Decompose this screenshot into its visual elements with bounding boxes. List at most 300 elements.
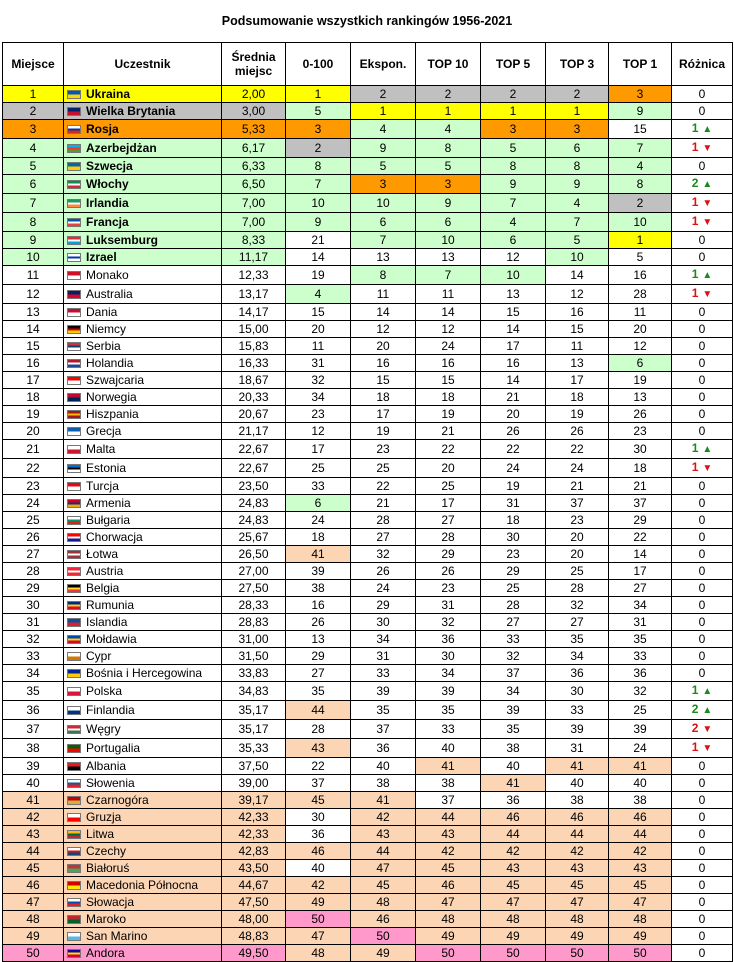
average-cell: 39,17 xyxy=(222,792,286,809)
country-flag-icon xyxy=(67,499,81,508)
score-0-100-cell: 22 xyxy=(286,758,351,775)
ekspon-cell: 47 xyxy=(351,860,416,877)
participant-cell xyxy=(64,194,222,213)
participant-cell xyxy=(64,372,222,389)
score-0-100-cell: 23 xyxy=(286,406,351,423)
country-flag-icon xyxy=(67,218,81,227)
country-flag-icon xyxy=(67,516,81,525)
participant-cell xyxy=(64,321,222,338)
top3-cell: 17 xyxy=(546,372,609,389)
top1-cell: 32 xyxy=(609,682,672,701)
country-flag-icon xyxy=(67,342,81,351)
country-flag-icon xyxy=(67,847,81,856)
participant-cell xyxy=(64,894,222,911)
score-0-100-cell: 30 xyxy=(286,809,351,826)
top1-cell: 10 xyxy=(609,213,672,232)
top3-cell: 21 xyxy=(546,478,609,495)
top3-cell: 6 xyxy=(546,139,609,158)
average-cell: 39,00 xyxy=(222,775,286,792)
difference-value: 0 xyxy=(698,530,706,544)
participant-cell xyxy=(64,266,222,285)
top3-cell: 1 xyxy=(546,103,609,120)
country-flag-icon xyxy=(67,584,81,593)
place-cell: 11 xyxy=(3,266,64,285)
country-flag-icon xyxy=(67,813,81,822)
top10-cell: 47 xyxy=(416,894,481,911)
top3-cell: 14 xyxy=(546,266,609,285)
top10-cell: 27 xyxy=(416,512,481,529)
top10-cell: 20 xyxy=(416,459,481,478)
top5-cell: 19 xyxy=(481,478,546,495)
average-cell: 35,33 xyxy=(222,739,286,758)
score-0-100-cell: 8 xyxy=(286,158,351,175)
top10-cell: 36 xyxy=(416,631,481,648)
top3-cell: 44 xyxy=(546,826,609,843)
average-cell: 28,83 xyxy=(222,614,286,631)
country-name: San Marino xyxy=(86,929,148,943)
top1-cell: 3 xyxy=(609,86,672,103)
top3-cell: 7 xyxy=(546,213,609,232)
participant-cell xyxy=(64,86,222,103)
top3-cell: 49 xyxy=(546,928,609,945)
average-cell: 21,17 xyxy=(222,423,286,440)
page-title: Podsumowanie wszystkich rankingów 1956-2021 xyxy=(221,14,513,28)
top3-cell: 34 xyxy=(546,648,609,665)
table-row xyxy=(3,860,733,877)
place-cell: 32 xyxy=(3,631,64,648)
difference-cell xyxy=(672,809,733,826)
ekspon-cell: 5 xyxy=(351,158,416,175)
difference-value: 0 xyxy=(698,407,706,421)
ekspon-cell: 49 xyxy=(351,945,416,962)
ranking-table xyxy=(2,42,733,962)
place-cell: 2 xyxy=(3,103,64,120)
country-flag-icon xyxy=(67,199,81,208)
place-cell: 12 xyxy=(3,285,64,304)
average-cell: 22,67 xyxy=(222,459,286,478)
country-flag-icon xyxy=(67,393,81,402)
place-cell: 48 xyxy=(3,911,64,928)
top10-cell: 16 xyxy=(416,355,481,372)
difference-cell xyxy=(672,266,733,285)
ekspon-cell: 4 xyxy=(351,120,416,139)
country-name: Andora xyxy=(86,946,125,960)
top1-cell: 37 xyxy=(609,495,672,512)
place-cell: 36 xyxy=(3,701,64,720)
table-row xyxy=(3,406,733,423)
place-cell: 34 xyxy=(3,665,64,682)
difference-value: 0 xyxy=(698,861,706,875)
top1-cell: 47 xyxy=(609,894,672,911)
place-cell: 3 xyxy=(3,120,64,139)
top1-cell: 26 xyxy=(609,406,672,423)
ekspon-cell: 50 xyxy=(351,928,416,945)
participant-cell xyxy=(64,648,222,665)
participant-cell xyxy=(64,249,222,266)
score-0-100-cell: 46 xyxy=(286,843,351,860)
place-cell: 37 xyxy=(3,720,64,739)
table-row xyxy=(3,321,733,338)
country-name: Dania xyxy=(86,305,118,319)
country-name: Mołdawia xyxy=(86,632,137,646)
difference-value: 0 xyxy=(698,666,706,680)
top3-cell: 42 xyxy=(546,843,609,860)
ekspon-cell: 22 xyxy=(351,478,416,495)
arrow-up-icon: ▲ xyxy=(702,124,713,135)
score-0-100-cell: 34 xyxy=(286,389,351,406)
arrow-down-icon: ▼ xyxy=(702,198,713,209)
top1-cell: 11 xyxy=(609,304,672,321)
top5-cell: 49 xyxy=(481,928,546,945)
top10-cell: 19 xyxy=(416,406,481,423)
top5-cell: 32 xyxy=(481,648,546,665)
top10-cell: 37 xyxy=(416,792,481,809)
score-0-100-cell: 21 xyxy=(286,232,351,249)
ekspon-cell: 41 xyxy=(351,792,416,809)
top3-cell: 47 xyxy=(546,894,609,911)
top1-cell: 41 xyxy=(609,758,672,775)
top5-cell: 2 xyxy=(481,86,546,103)
top1-cell: 38 xyxy=(609,792,672,809)
average-cell: 6,50 xyxy=(222,175,286,194)
top5-cell: 6 xyxy=(481,232,546,249)
place-cell: 27 xyxy=(3,546,64,563)
top5-cell: 7 xyxy=(481,194,546,213)
score-0-100-cell: 45 xyxy=(286,792,351,809)
top5-cell: 5 xyxy=(481,139,546,158)
difference-cell xyxy=(672,175,733,194)
top5-cell: 29 xyxy=(481,563,546,580)
country-name: Izrael xyxy=(86,250,117,264)
top5-cell: 14 xyxy=(481,372,546,389)
table-row xyxy=(3,266,733,285)
country-name: Czechy xyxy=(86,844,127,858)
top3-cell: 20 xyxy=(546,529,609,546)
average-cell: 6,33 xyxy=(222,158,286,175)
top3-cell: 24 xyxy=(546,459,609,478)
participant-cell xyxy=(64,597,222,614)
top1-cell: 28 xyxy=(609,285,672,304)
arrow-down-icon: ▼ xyxy=(702,463,713,474)
ekspon-cell: 25 xyxy=(351,459,416,478)
place-cell: 8 xyxy=(3,213,64,232)
country-name: Ukraina xyxy=(86,87,131,101)
place-cell: 13 xyxy=(3,304,64,321)
top10-cell: 49 xyxy=(416,928,481,945)
header-place: Miejsce xyxy=(3,43,64,86)
top1-cell: 29 xyxy=(609,512,672,529)
header-difference: Różnica xyxy=(672,43,733,86)
table-row xyxy=(3,843,733,860)
difference-value: 2 xyxy=(691,702,699,716)
top3-cell: 31 xyxy=(546,739,609,758)
country-flag-icon xyxy=(67,796,81,805)
ekspon-cell: 28 xyxy=(351,512,416,529)
top3-cell: 48 xyxy=(546,911,609,928)
difference-cell xyxy=(672,321,733,338)
table-row xyxy=(3,911,733,928)
top5-cell: 47 xyxy=(481,894,546,911)
top5-cell: 4 xyxy=(481,213,546,232)
header-participant: Uczestnik xyxy=(64,43,222,86)
country-flag-icon xyxy=(67,932,81,941)
top1-cell: 30 xyxy=(609,440,672,459)
country-name: Rosja xyxy=(86,122,119,136)
ekspon-cell: 38 xyxy=(351,775,416,792)
place-cell: 17 xyxy=(3,372,64,389)
country-name: Austria xyxy=(86,564,124,578)
participant-cell xyxy=(64,355,222,372)
top5-cell: 44 xyxy=(481,826,546,843)
score-0-100-cell: 38 xyxy=(286,580,351,597)
top10-cell: 11 xyxy=(416,285,481,304)
table-row xyxy=(3,720,733,739)
ekspon-cell: 45 xyxy=(351,877,416,894)
top3-cell: 35 xyxy=(546,631,609,648)
top5-cell: 17 xyxy=(481,338,546,355)
table-row xyxy=(3,158,733,175)
country-name: Azerbejdżan xyxy=(86,141,157,155)
difference-cell xyxy=(672,120,733,139)
ekspon-cell: 15 xyxy=(351,372,416,389)
table-row xyxy=(3,597,733,614)
score-0-100-cell: 4 xyxy=(286,285,351,304)
place-cell: 30 xyxy=(3,597,64,614)
header-top5: TOP 5 xyxy=(481,43,546,86)
participant-cell xyxy=(64,701,222,720)
score-0-100-cell: 19 xyxy=(286,266,351,285)
top10-cell: 35 xyxy=(416,701,481,720)
difference-value: 0 xyxy=(698,793,706,807)
difference-cell xyxy=(672,665,733,682)
top1-cell: 22 xyxy=(609,529,672,546)
score-0-100-cell: 36 xyxy=(286,826,351,843)
ekspon-cell: 42 xyxy=(351,809,416,826)
top5-cell: 12 xyxy=(481,249,546,266)
top1-cell: 9 xyxy=(609,103,672,120)
difference-value: 0 xyxy=(698,632,706,646)
table-row xyxy=(3,529,733,546)
country-flag-icon xyxy=(67,744,81,753)
country-name: Irlandia xyxy=(86,196,129,210)
place-cell: 6 xyxy=(3,175,64,194)
top3-cell: 50 xyxy=(546,945,609,962)
top3-cell: 9 xyxy=(546,175,609,194)
top10-cell: 42 xyxy=(416,843,481,860)
top1-cell: 4 xyxy=(609,158,672,175)
ekspon-cell: 37 xyxy=(351,720,416,739)
top5-cell: 42 xyxy=(481,843,546,860)
difference-value: 0 xyxy=(698,615,706,629)
score-0-100-cell: 31 xyxy=(286,355,351,372)
top10-cell: 12 xyxy=(416,321,481,338)
ekspon-cell: 2 xyxy=(351,86,416,103)
difference-cell xyxy=(672,826,733,843)
participant-cell xyxy=(64,843,222,860)
top3-cell: 41 xyxy=(546,758,609,775)
participant-cell xyxy=(64,232,222,249)
difference-cell xyxy=(672,304,733,321)
country-name: Luksemburg xyxy=(86,233,159,247)
top3-cell: 19 xyxy=(546,406,609,423)
table-row xyxy=(3,355,733,372)
score-0-100-cell: 7 xyxy=(286,175,351,194)
difference-value: 0 xyxy=(698,776,706,790)
top10-cell: 13 xyxy=(416,249,481,266)
table-row xyxy=(3,512,733,529)
place-cell: 24 xyxy=(3,495,64,512)
score-0-100-cell: 10 xyxy=(286,194,351,213)
place-cell: 29 xyxy=(3,580,64,597)
ekspon-cell: 14 xyxy=(351,304,416,321)
place-cell: 39 xyxy=(3,758,64,775)
country-name: Łotwa xyxy=(86,547,119,561)
average-cell: 33,83 xyxy=(222,665,286,682)
average-cell: 48,00 xyxy=(222,911,286,928)
participant-cell xyxy=(64,338,222,355)
table-row xyxy=(3,546,733,563)
average-cell: 42,33 xyxy=(222,809,286,826)
score-0-100-cell: 9 xyxy=(286,213,351,232)
table-row xyxy=(3,682,733,701)
country-name: Hiszpania xyxy=(86,407,139,421)
top10-cell: 17 xyxy=(416,495,481,512)
place-cell: 15 xyxy=(3,338,64,355)
participant-cell xyxy=(64,877,222,894)
country-name: Polska xyxy=(86,684,123,698)
top1-cell: 2 xyxy=(609,194,672,213)
score-0-100-cell: 49 xyxy=(286,894,351,911)
place-cell: 35 xyxy=(3,682,64,701)
top5-cell: 23 xyxy=(481,546,546,563)
top3-cell: 25 xyxy=(546,563,609,580)
average-cell: 7,00 xyxy=(222,194,286,213)
country-flag-icon xyxy=(67,376,81,385)
place-cell: 18 xyxy=(3,389,64,406)
average-cell: 16,33 xyxy=(222,355,286,372)
difference-value: 0 xyxy=(698,322,706,336)
place-cell: 22 xyxy=(3,459,64,478)
top5-cell: 26 xyxy=(481,423,546,440)
score-0-100-cell: 13 xyxy=(286,631,351,648)
top10-cell: 30 xyxy=(416,648,481,665)
difference-cell xyxy=(672,232,733,249)
ekspon-cell: 19 xyxy=(351,423,416,440)
top5-cell: 28 xyxy=(481,597,546,614)
place-cell: 19 xyxy=(3,406,64,423)
average-cell: 15,00 xyxy=(222,321,286,338)
top1-cell: 18 xyxy=(609,459,672,478)
header-row xyxy=(3,43,733,86)
top5-cell: 15 xyxy=(481,304,546,321)
participant-cell xyxy=(64,529,222,546)
arrow-down-icon: ▼ xyxy=(702,289,713,300)
difference-value: 1 xyxy=(691,140,699,154)
difference-cell xyxy=(672,495,733,512)
difference-cell xyxy=(672,423,733,440)
table-row xyxy=(3,563,733,580)
top3-cell: 36 xyxy=(546,665,609,682)
top10-cell: 2 xyxy=(416,86,481,103)
top5-cell: 33 xyxy=(481,631,546,648)
table-row xyxy=(3,826,733,843)
score-0-100-cell: 17 xyxy=(286,440,351,459)
score-0-100-cell: 29 xyxy=(286,648,351,665)
difference-value: 1 xyxy=(691,460,699,474)
participant-cell xyxy=(64,495,222,512)
header-top3: TOP 3 xyxy=(546,43,609,86)
table-row xyxy=(3,120,733,139)
country-name: Holandia xyxy=(86,356,134,370)
participant-cell xyxy=(64,775,222,792)
top5-cell: 50 xyxy=(481,945,546,962)
score-0-100-cell: 44 xyxy=(286,701,351,720)
ekspon-cell: 39 xyxy=(351,682,416,701)
place-cell: 33 xyxy=(3,648,64,665)
top3-cell: 45 xyxy=(546,877,609,894)
top1-cell: 39 xyxy=(609,720,672,739)
top10-cell: 38 xyxy=(416,775,481,792)
difference-value: 0 xyxy=(698,810,706,824)
top1-cell: 24 xyxy=(609,739,672,758)
top1-cell: 6 xyxy=(609,355,672,372)
table-row xyxy=(3,792,733,809)
country-flag-icon xyxy=(67,445,81,454)
ekspon-cell: 3 xyxy=(351,175,416,194)
participant-cell xyxy=(64,213,222,232)
average-cell: 24,83 xyxy=(222,495,286,512)
table-row xyxy=(3,194,733,213)
top5-cell: 13 xyxy=(481,285,546,304)
country-flag-icon xyxy=(67,290,81,299)
top1-cell: 42 xyxy=(609,843,672,860)
score-0-100-cell: 41 xyxy=(286,546,351,563)
top3-cell: 3 xyxy=(546,120,609,139)
average-cell: 42,33 xyxy=(222,826,286,843)
ekspon-cell: 33 xyxy=(351,665,416,682)
score-0-100-cell: 2 xyxy=(286,139,351,158)
difference-cell xyxy=(672,249,733,266)
place-cell: 10 xyxy=(3,249,64,266)
average-cell: 15,83 xyxy=(222,338,286,355)
country-flag-icon xyxy=(67,325,81,334)
top1-cell: 14 xyxy=(609,546,672,563)
participant-cell xyxy=(64,720,222,739)
place-cell: 26 xyxy=(3,529,64,546)
difference-value: 0 xyxy=(698,390,706,404)
table-row xyxy=(3,894,733,911)
difference-cell xyxy=(672,631,733,648)
table-row xyxy=(3,232,733,249)
country-name: Belgia xyxy=(86,581,120,595)
table-row xyxy=(3,665,733,682)
country-name: Włochy xyxy=(86,177,129,191)
top3-cell: 4 xyxy=(546,194,609,213)
ekspon-cell: 40 xyxy=(351,758,416,775)
average-cell: 5,33 xyxy=(222,120,286,139)
ekspon-cell: 12 xyxy=(351,321,416,338)
country-name: Finlandia xyxy=(86,703,135,717)
participant-cell xyxy=(64,682,222,701)
country-flag-icon xyxy=(67,271,81,280)
top1-cell: 49 xyxy=(609,928,672,945)
top5-cell: 21 xyxy=(481,389,546,406)
difference-value: 0 xyxy=(698,912,706,926)
arrow-up-icon: ▲ xyxy=(702,686,713,697)
top1-cell: 43 xyxy=(609,860,672,877)
difference-cell xyxy=(672,928,733,945)
ekspon-cell: 27 xyxy=(351,529,416,546)
